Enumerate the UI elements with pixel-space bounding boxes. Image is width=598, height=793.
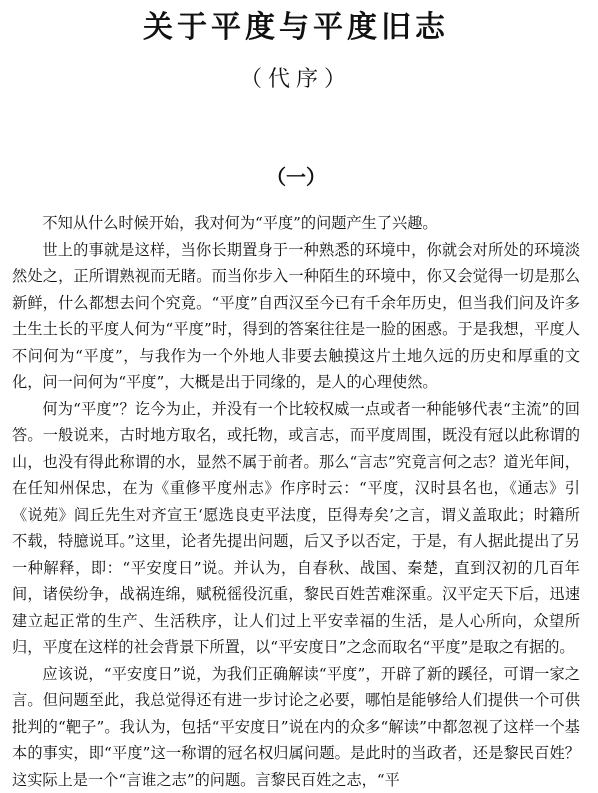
document-title: 关于平度与平度旧志 [12, 6, 580, 50]
section-number: （一） [12, 162, 580, 192]
document-subtitle: （代序） [12, 64, 580, 96]
paragraph: 世上的事就是这样，当你长期置身于一种熟悉的环境中，你就会对所处的环境淡然处之，正所谓熟视而无睹。而当你步入一种陌生的环境中，你又会觉得一切是那么新鲜，什么都想去问个究竟。“平度”自西汉至今已有千余年历史，但当我们问及许多土生土长的平度人何为“平度”时，得到的答案往往是一脸的困惑。于是我想，平度人不问何为“平度”，与我作为一个外地人非要去触摸这片土地久远的历史和厚重的文化，问一问何为“平度”，大概是出于同缘的，是人的心理使然。 [12, 237, 580, 396]
paragraph: 应该说，“平安度日”说，为我们正确解读“平度”，开辟了新的蹊径，可谓一家之言。但问题至此，我总觉得还有进一步讨论之必要，哪怕是能够给人们提供一个可供批判的“靶子”。我认为，包括“平安度日”说在内的众多“解读”中都忽视了这样一个基本的事实，即“平度”这一称谓的冠名权归属问题。是此时的当政者，还是黎民百姓？这实际上是一个“言谁之志”的问题。言黎民百姓之志，“平 [12, 661, 580, 793]
paragraph: 何为“平度”？讫今为止，并没有一个比较权威一点或者一种能够代表“主流”的回答。一般说来，古时地方取名，或托物，或言志，而平度周围，既没有冠以此称谓的山，也没有得此称谓的水，显然不属于前者。那么“言志”究竟言何之志？道光年间，在任知州保忠，在为《重修平度州志》作序时云：“平度，汉时县名也，《通志》引《说苑》闾丘先生对齐宣王‘愿选良吏平法度，臣得寿矣’之言，谓义盖取此；时籍所不载，特臆说耳。”这里，论者先提出问题，后又予以否定，于是，有人据此提出了另一种解释，即：“平安度日”说。并认为，自春秋、战国、秦楚，直到汉初的几百年间，诸侯纷争，战祸连绵，赋税徭役沉重，黎民百姓苦难深重。汉平定天下后，迅速建立起正常的生产、生活秩序，让人们过上平安幸福的生活，是人心所向，众望所归，平度在这样的社会背景下所置，以“平安度日”之念而取名“平度”是取之有据的。 [12, 396, 580, 661]
body-text [12, 210, 580, 793]
paragraph: 不知从什么时候开始，我对何为“平度”的问题产生了兴趣。 [12, 210, 580, 237]
